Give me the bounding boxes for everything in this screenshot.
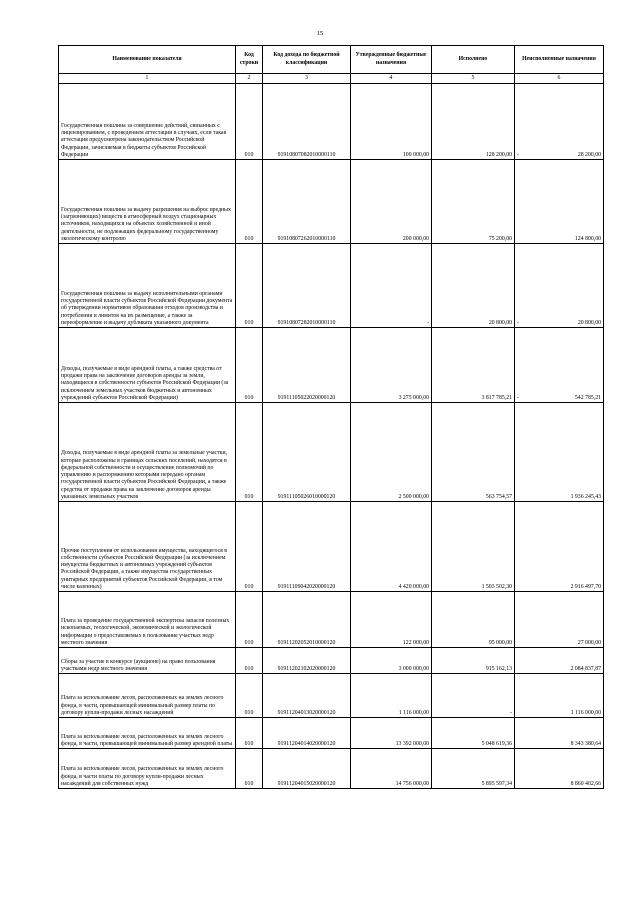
indicator-name-cell: Государственная пошлина за выдачу разрешения на выброс вредных (загрязняющих) веществ в атмосферный воздух стационарных источников, находящихся на объектах хозяйственной и иной деятельности, не подлежащих федеральному государственному экологическому контролю xyxy=(59,160,236,244)
executed-cell: 75 200,00 xyxy=(432,160,515,244)
unexecuted-cell: 8 343 380,64 xyxy=(515,718,604,749)
indicator-name-cell: Плата за проведение государственной экспертизы запасов полезных ископаемых, геологической, экономической и экологической информации о предоставляемых в пользование участках недр местного значения xyxy=(59,592,236,648)
approved-cell: 13 392 000,00 xyxy=(351,718,432,749)
row-code-cell: 010 xyxy=(236,718,263,749)
table-row xyxy=(59,328,604,403)
indicator-name-cell: Плата за использование лесов, расположенных на землях лесного фонда, в части платы по договору купли-продажи лесных насаждений для собственных нужд xyxy=(59,749,236,789)
income-code-cell: 91910807262010000110 xyxy=(263,160,351,244)
income-code-cell: 91911202052010000120 xyxy=(263,592,351,648)
unexecuted-value: 542 785,21 xyxy=(574,394,601,401)
table-row xyxy=(59,502,604,592)
column-number: 1 xyxy=(59,74,236,84)
income-report-table xyxy=(58,45,604,789)
table-row xyxy=(59,674,604,718)
income-code-cell: 91911204015020000120 xyxy=(263,749,351,789)
approved-cell: - xyxy=(351,244,432,328)
row-code-cell: 010 xyxy=(236,592,263,648)
table-row xyxy=(59,718,604,749)
column-number: 5 xyxy=(432,74,515,84)
executed-cell: - xyxy=(432,674,515,718)
indicator-name-cell: Государственная пошлина за совершение действий, связанных с лицензированием, с проведением аттестации в случаях, если такая аттестация предусмотрена законодательством Российской Федерации, зачисляемая в бюджеты субъектов Российской Федерации xyxy=(59,84,236,160)
indicator-name-cell: Плата за использование лесов, расположенных на землях лесного фонда, в части, превышающей минимальный размер платы по договору купли-продажи лесных насаждений xyxy=(59,674,236,718)
column-number: 6 xyxy=(515,74,604,84)
row-code-cell: 010 xyxy=(236,84,263,160)
executed-cell: 1 503 502,30 xyxy=(432,502,515,592)
executed-cell: 5 895 597,34 xyxy=(432,749,515,789)
unexecuted-cell xyxy=(515,84,604,160)
unexecuted-cell: 1 936 245,43 xyxy=(515,403,604,502)
header-approved: Утвержденные бюджетные назначения xyxy=(351,46,432,74)
income-code-cell: 91910807282010000110 xyxy=(263,244,351,328)
row-code-cell: 010 xyxy=(236,749,263,789)
unexecuted-cell xyxy=(515,244,604,328)
unexecuted-cell: 124 800,00 xyxy=(515,160,604,244)
table-header-row xyxy=(59,46,604,74)
column-number: 3 xyxy=(263,74,351,84)
unexecuted-cell xyxy=(515,328,604,403)
approved-cell: 122 000,00 xyxy=(351,592,432,648)
unexecuted-cell: 1 116 000,00 xyxy=(515,674,604,718)
income-code-cell: 91911204013020000120 xyxy=(263,674,351,718)
unexecuted-cell: 27 000,00 xyxy=(515,592,604,648)
negative-sign: - xyxy=(517,151,519,158)
indicator-name-cell: Доходы, получаемые в виде арендной платы, а также средства от продажи права на заключение договоров аренды за земли, находящиеся в собственности субъектов Российской Федерации (за исключением земельных участков бюджетных и автономных учреждений субъектов Российской Федерации) xyxy=(59,328,236,403)
column-number: 2 xyxy=(236,74,263,84)
table-row xyxy=(59,403,604,502)
approved-cell: 3 275 000,00 xyxy=(351,328,432,403)
row-code-cell: 010 xyxy=(236,648,263,674)
approved-cell: 2 500 000,00 xyxy=(351,403,432,502)
executed-cell: 95 000,00 xyxy=(432,592,515,648)
column-number-row xyxy=(59,74,604,84)
unexecuted-cell: 2 916 497,70 xyxy=(515,502,604,592)
header-unexecuted: Неисполненные назначения xyxy=(515,46,604,74)
page-number: 15 xyxy=(316,30,324,37)
executed-cell: 3 817 785,21 xyxy=(432,328,515,403)
row-code-cell: 010 xyxy=(236,244,263,328)
column-number: 4 xyxy=(351,74,432,84)
row-code-cell: 010 xyxy=(236,674,263,718)
executed-cell: 128 200,00 xyxy=(432,84,515,160)
indicator-name-cell: Прочие поступления от использования имущества, находящегося в собственности субъектов Российской Федерации (за исключением имущества бюджетных и автономных учреждений субъектов Российской Федерации, а также имущества государственных унитарных предприятий субъектов Российской Федерации, в том числе казенных) xyxy=(59,502,236,592)
row-code-cell: 010 xyxy=(236,502,263,592)
table-row xyxy=(59,84,604,160)
table-row xyxy=(59,648,604,674)
indicator-name-cell: Доходы, получаемые в виде арендной платы за земельные участки, которые расположены в границах сельских поселений, находятся в федеральной собственности и осуществление полномочий по управлению и распоряжению которыми передано органам государственной власти субъектов Российской Федерации, а также средства от продажи права на заключение договоров аренды указанных земельных участков xyxy=(59,403,236,502)
income-code-cell: 91911204014020000120 xyxy=(263,718,351,749)
row-code-cell: 010 xyxy=(236,328,263,403)
unexecuted-cell: 8 860 402,66 xyxy=(515,749,604,789)
executed-cell: 915 162,13 xyxy=(432,648,515,674)
approved-cell: 4 420 000,00 xyxy=(351,502,432,592)
negative-sign: - xyxy=(517,319,519,326)
approved-cell: 1 116 000,00 xyxy=(351,674,432,718)
unexecuted-value: 20 800,00 xyxy=(577,319,601,326)
income-code-cell: 91911105022020000120 xyxy=(263,328,351,403)
table-body xyxy=(59,84,604,789)
executed-cell: 563 754,57 xyxy=(432,403,515,502)
income-code-cell: 91910807082010000110 xyxy=(263,84,351,160)
unexecuted-value: 28 200,00 xyxy=(577,151,601,158)
indicator-name-cell: Государственная пошлина за выдачу исполнительными органами государственной власти субъектов Российской Федерации документа об утверждении нормативов образования отходов производства и потребления и лимитов на их размещение, а также за переоформление и выдачу дубликата указанного документа xyxy=(59,244,236,328)
approved-cell: 100 000,00 xyxy=(351,84,432,160)
header-income-code: Код дохода по бюджетной классификации xyxy=(263,46,351,74)
income-code-cell: 91911202102020000120 xyxy=(263,648,351,674)
table-row xyxy=(59,749,604,789)
row-code-cell: 010 xyxy=(236,160,263,244)
header-row-code: Код строки xyxy=(236,46,263,74)
header-indicator-name: Наименование показателя xyxy=(59,46,236,74)
income-code-cell: 91911109042020000120 xyxy=(263,502,351,592)
header-executed: Исполнено xyxy=(432,46,515,74)
table-row xyxy=(59,592,604,648)
executed-cell: 20 800,00 xyxy=(432,244,515,328)
indicator-name-cell: Плата за использование лесов, расположенных на землях лесного фонда, в части, превышающей минимальный размер арендной платы xyxy=(59,718,236,749)
indicator-name-cell: Сборы за участие в конкурсе (аукционе) на право пользования участками недр местного значения xyxy=(59,648,236,674)
table-row xyxy=(59,160,604,244)
income-code-cell: 91911105026010000120 xyxy=(263,403,351,502)
approved-cell: 200 000,00 xyxy=(351,160,432,244)
executed-cell: 5 048 619,36 xyxy=(432,718,515,749)
approved-cell: 3 000 000,00 xyxy=(351,648,432,674)
approved-cell: 14 756 000,00 xyxy=(351,749,432,789)
row-code-cell: 010 xyxy=(236,403,263,502)
negative-sign: - xyxy=(517,394,519,401)
unexecuted-cell: 2 084 837,87 xyxy=(515,648,604,674)
table-row xyxy=(59,244,604,328)
